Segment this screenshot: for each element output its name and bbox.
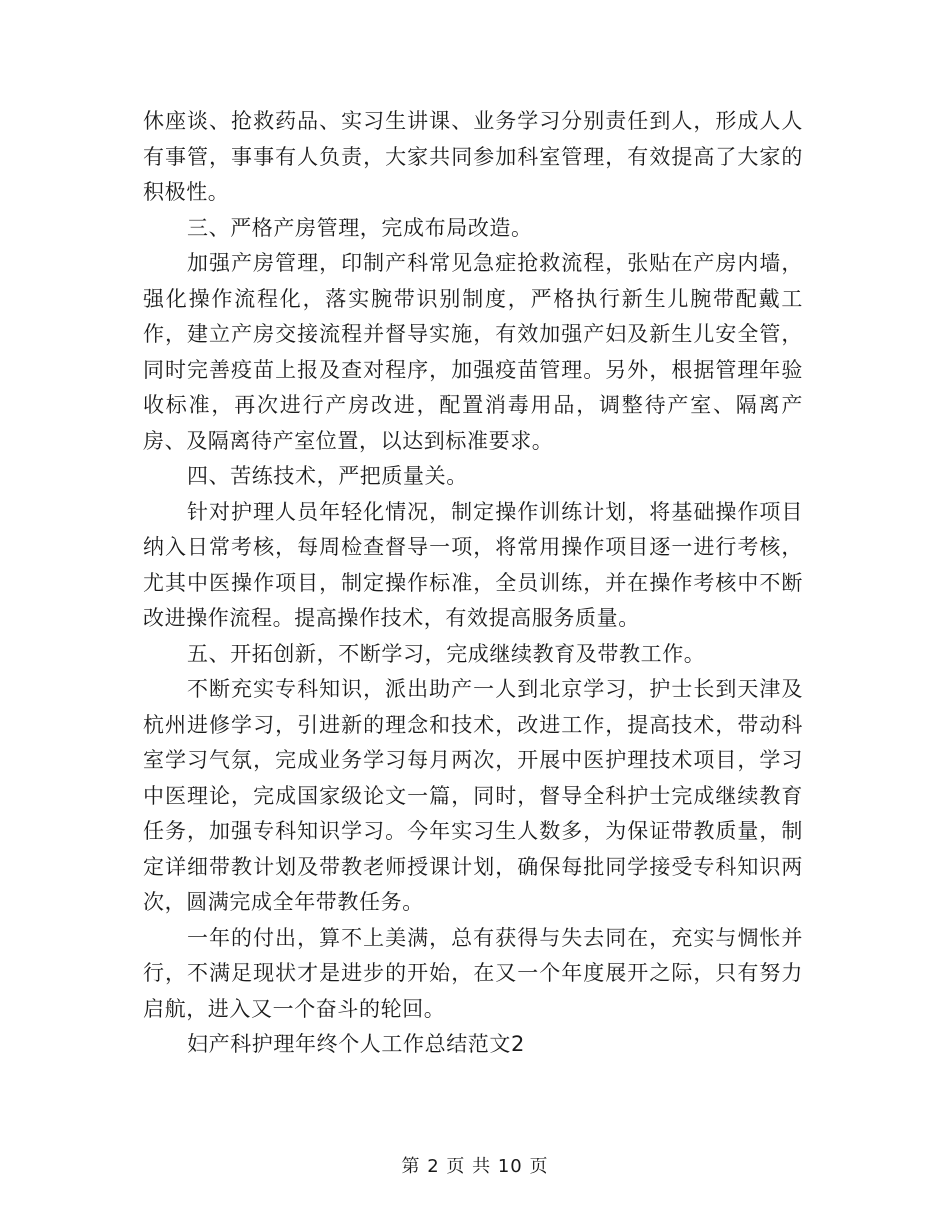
paragraph-skills-training: 针对护理人员年轻化情况，制定操作训练计划，将基础操作项目纳入日常考核，每周检查督导一项，将常用操作项目逐一进行考核，尤其中医操作项目，制定操作标准，全员训练，并在操作考核中不断改进操作流程。提高操作技术，有效提高服务质量。 xyxy=(143,499,803,630)
document-body xyxy=(143,104,803,1063)
section-heading-4: 四、苦练技术，严把质量关。 xyxy=(187,464,468,488)
paragraph-delivery-room: 加强产房管理，印制产科常见急症抢救流程，张贴在产房内墙，强化操作流程化，落实腕带识别制度，严格执行新生儿腕带配戴工作，建立产房交接流程并督导实施，有效加强产妇及新生儿安全管，同时完善疫苗上报及查对程序，加强疫苗管理。另外，根据管理年验收标准，再次进行产房改进，配置消毒用品，调整待产室、隔离产房、及隔离待产室位置，以达到标准要求。 xyxy=(143,251,803,453)
paragraph-continuing-education: 不断充实专科知识，派出助产一人到北京学习，护士长到天津及杭州进修学习，引进新的理念和技术，改进工作，提高技术，带动科室学习气氛，完成业务学习每月两次，开展中医护理技术项目，学习中医理论，完成国家级论文一篇，同时，督导全科护士完成继续教育任务，加强专科知识学习。今年实习生人数多，为保证带教质量，制定详细带教计划及带教老师授课计划，确保每批同学接受专科知识两次，圆满完成全年带教任务。 xyxy=(143,677,803,914)
paragraph-continuation: 休座谈、抢救药品、实习生讲课、业务学习分别责任到人，形成人人有事管，事事有人负责，大家共同参加科室管理，有效提高了大家的积极性。 xyxy=(143,109,803,204)
section-heading-3: 三、严格产房管理，完成布局改造。 xyxy=(187,215,533,240)
section-heading-5: 五、开拓创新，不断学习，完成继续教育及带教工作。 xyxy=(187,641,706,666)
paragraph-conclusion: 一年的付出，算不上美满，总有获得与失去同在，充实与惆怅并行，不满足现状才是进步的开始，在又一个年度展开之际，只有努力启航，进入又一个奋斗的轮回。 xyxy=(143,925,803,1021)
page-number-footer: 第 2 页 共 10 页 xyxy=(401,1156,549,1177)
next-article-title: 妇产科护理年终个人工作总结范文2 xyxy=(187,1032,525,1056)
